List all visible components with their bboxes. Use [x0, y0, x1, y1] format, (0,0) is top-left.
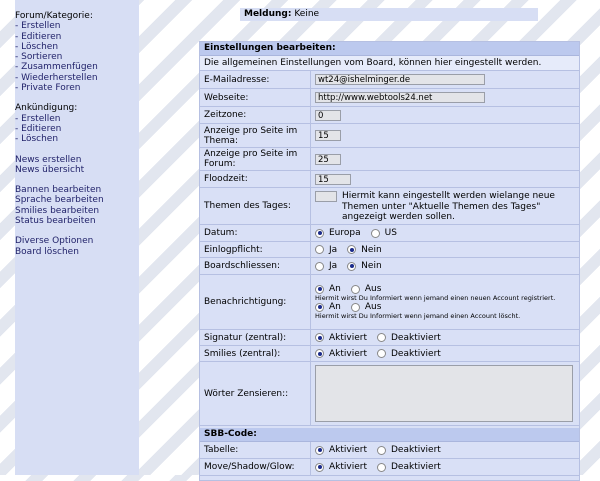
date-us-radio[interactable] — [371, 229, 380, 238]
date-us-label: US — [384, 228, 397, 238]
ban-edit-link[interactable]: Bannen bearbeiten — [15, 185, 102, 196]
forum-merge-link[interactable]: - Zusammenfügen — [15, 62, 98, 73]
status-edit-link[interactable]: Status bearbeiten — [15, 216, 96, 227]
settings-section-title: Einstellungen bearbeiten: — [200, 42, 579, 56]
smilies-row — [200, 346, 579, 362]
forum-group — [15, 11, 139, 93]
notify-delete-help: Hiermit wirst Du Informiert wenn jemand einen Account löscht. — [315, 312, 521, 320]
notify-register-off-label: Aus — [364, 284, 382, 294]
sbb-section-title: SBB-Code: — [200, 428, 579, 442]
smilies-off-radio[interactable] — [377, 349, 386, 358]
misc-options-link[interactable]: Diverse Optionen — [15, 236, 94, 247]
per-topic-label: Anzeige pro Seite im Thema: — [200, 124, 311, 147]
login-yes-radio[interactable] — [315, 245, 324, 254]
sbb-table-off-radio[interactable] — [377, 446, 386, 455]
flood-row — [200, 171, 579, 188]
close-yes-radio[interactable] — [315, 262, 324, 271]
notify-delete-off-label: Aus — [364, 302, 382, 312]
announcement-edit-link[interactable]: - Editieren — [15, 123, 62, 134]
topics-input[interactable] — [315, 191, 337, 202]
message-value: Keine — [294, 9, 320, 19]
notify-register-on-label: An — [329, 284, 341, 294]
per-forum-row — [200, 148, 579, 171]
topics-help: Hiermit kann eingestellt werden wielange neue Themen unter "Aktuelle Themen des Tages" angezeigt werden sollen. — [342, 191, 555, 222]
flood-label: Floodzeit: — [200, 171, 311, 187]
close-no-label: Nein — [361, 261, 382, 271]
sbb-move-row — [200, 459, 579, 476]
sbb-table-on-label: Aktiviert — [329, 445, 367, 455]
per-forum-input[interactable]: 25 — [315, 154, 341, 165]
sbb-table-off-label: Deaktiviert — [391, 445, 441, 455]
notify-register-off-radio[interactable] — [351, 285, 360, 294]
smilies-on-radio[interactable] — [315, 349, 324, 358]
login-no-label: Nein — [361, 244, 382, 255]
forum-edit-link[interactable]: - Editieren — [15, 31, 62, 42]
sbb-move-on-label: Aktiviert — [329, 462, 367, 472]
timezone-input[interactable]: 0 — [315, 110, 341, 121]
announcement-delete-link[interactable]: - Löschen — [15, 134, 59, 145]
close-no-radio[interactable] — [347, 262, 356, 271]
website-label: Webseite: — [200, 89, 311, 106]
news-overview-link[interactable]: News übersicht — [15, 164, 85, 175]
topics-label: Themen des Tages: — [200, 188, 311, 224]
announcement-create-link[interactable]: - Erstellen — [15, 113, 61, 124]
topics-row — [200, 188, 579, 225]
news-group — [15, 155, 139, 176]
close-row — [200, 258, 579, 275]
signature-label: Signatur (zentral): — [200, 330, 311, 345]
settings-panel — [199, 41, 580, 481]
login-row — [200, 242, 579, 258]
sidebar — [15, 0, 139, 475]
website-input[interactable]: http://www.webtools24.net — [315, 92, 485, 103]
per-topic-input[interactable]: 15 — [315, 130, 341, 141]
date-row — [200, 225, 579, 242]
signature-on-label: Aktiviert — [329, 332, 367, 343]
date-label: Datum: — [200, 225, 311, 241]
notify-register-help: Hiermit wirst Du Informiert wenn jemand einen neuen Account registriert. — [315, 294, 556, 302]
login-yes-label: Ja — [329, 244, 338, 255]
signature-on-radio[interactable] — [315, 333, 324, 342]
censor-label: Wörter Zensieren:: — [200, 362, 311, 425]
sbb-table-label: Tabelle: — [200, 442, 311, 458]
date-europe-label: Europa — [329, 228, 361, 238]
sbb-move-label: Move/Shadow/Glow: — [200, 459, 311, 475]
notify-delete-on-radio[interactable] — [315, 303, 324, 312]
close-yes-label: Ja — [329, 261, 338, 271]
announcement-group — [15, 103, 139, 144]
timezone-label: Zeitzone: — [200, 107, 311, 123]
website-row — [200, 89, 579, 107]
per-topic-row — [200, 124, 579, 148]
notify-row — [200, 275, 579, 330]
signature-row — [200, 330, 579, 346]
login-label: Einlogpflicht: — [200, 242, 311, 257]
sbb-table-row — [200, 442, 579, 459]
signature-off-label: Deaktiviert — [391, 332, 441, 343]
censor-row — [200, 362, 579, 426]
per-forum-label: Anzeige pro Seite im Forum: — [200, 148, 311, 170]
language-edit-link[interactable]: Sprache bearbeiten — [15, 195, 104, 206]
message-label: Meldung: — [244, 9, 292, 19]
settings-intro: Die allgemeinen Einstellungen vom Board, können hier eingestellt werden. — [200, 56, 579, 71]
forum-restore-link[interactable]: - Wiederherstellen — [15, 72, 98, 83]
sbb-move-off-radio[interactable] — [377, 463, 386, 472]
message-bar — [240, 8, 538, 21]
email-row — [200, 71, 579, 89]
email-input[interactable]: wt24@ishelminger.de — [315, 74, 485, 85]
email-label: E-Mailadresse: — [200, 71, 311, 88]
smilies-edit-link[interactable]: Smilies bearbeiten — [15, 205, 100, 216]
close-label: Boardschliessen: — [200, 258, 311, 274]
sbb-move-off-label: Deaktiviert — [391, 462, 441, 472]
forum-create-link[interactable]: - Erstellen — [15, 21, 61, 32]
notify-delete-on-label: An — [329, 302, 341, 312]
timezone-row — [200, 107, 579, 124]
forum-heading: Forum/Kategorie: — [15, 11, 93, 21]
smilies-on-label: Aktiviert — [329, 348, 367, 359]
censor-textarea[interactable] — [315, 365, 573, 422]
sbb-move-on-radio[interactable] — [315, 463, 324, 472]
misc-group — [15, 236, 139, 257]
notify-delete-off-radio[interactable] — [351, 303, 360, 312]
board-delete-link[interactable]: Board löschen — [15, 246, 79, 257]
announcement-heading: Ankündigung: — [15, 103, 78, 114]
forum-delete-link[interactable]: - Löschen — [15, 41, 59, 52]
signature-off-radio[interactable] — [377, 333, 386, 342]
date-europe-radio[interactable] — [315, 229, 324, 238]
login-no-radio[interactable] — [347, 245, 356, 254]
sbb-table-on-radio[interactable] — [315, 446, 324, 455]
forum-sort-link[interactable]: - Sortieren — [15, 52, 63, 63]
smilies-off-label: Deaktiviert — [391, 348, 441, 359]
forum-private-link[interactable]: - Private Foren — [15, 83, 81, 94]
news-create-link[interactable]: News erstellen — [15, 154, 82, 165]
notify-register-on-radio[interactable] — [315, 285, 324, 294]
notify-label: Benachrichtigung: — [200, 275, 311, 329]
edit-group — [15, 185, 139, 226]
smilies-label: Smilies (zentral): — [200, 346, 311, 361]
flood-input[interactable]: 15 — [315, 174, 351, 185]
